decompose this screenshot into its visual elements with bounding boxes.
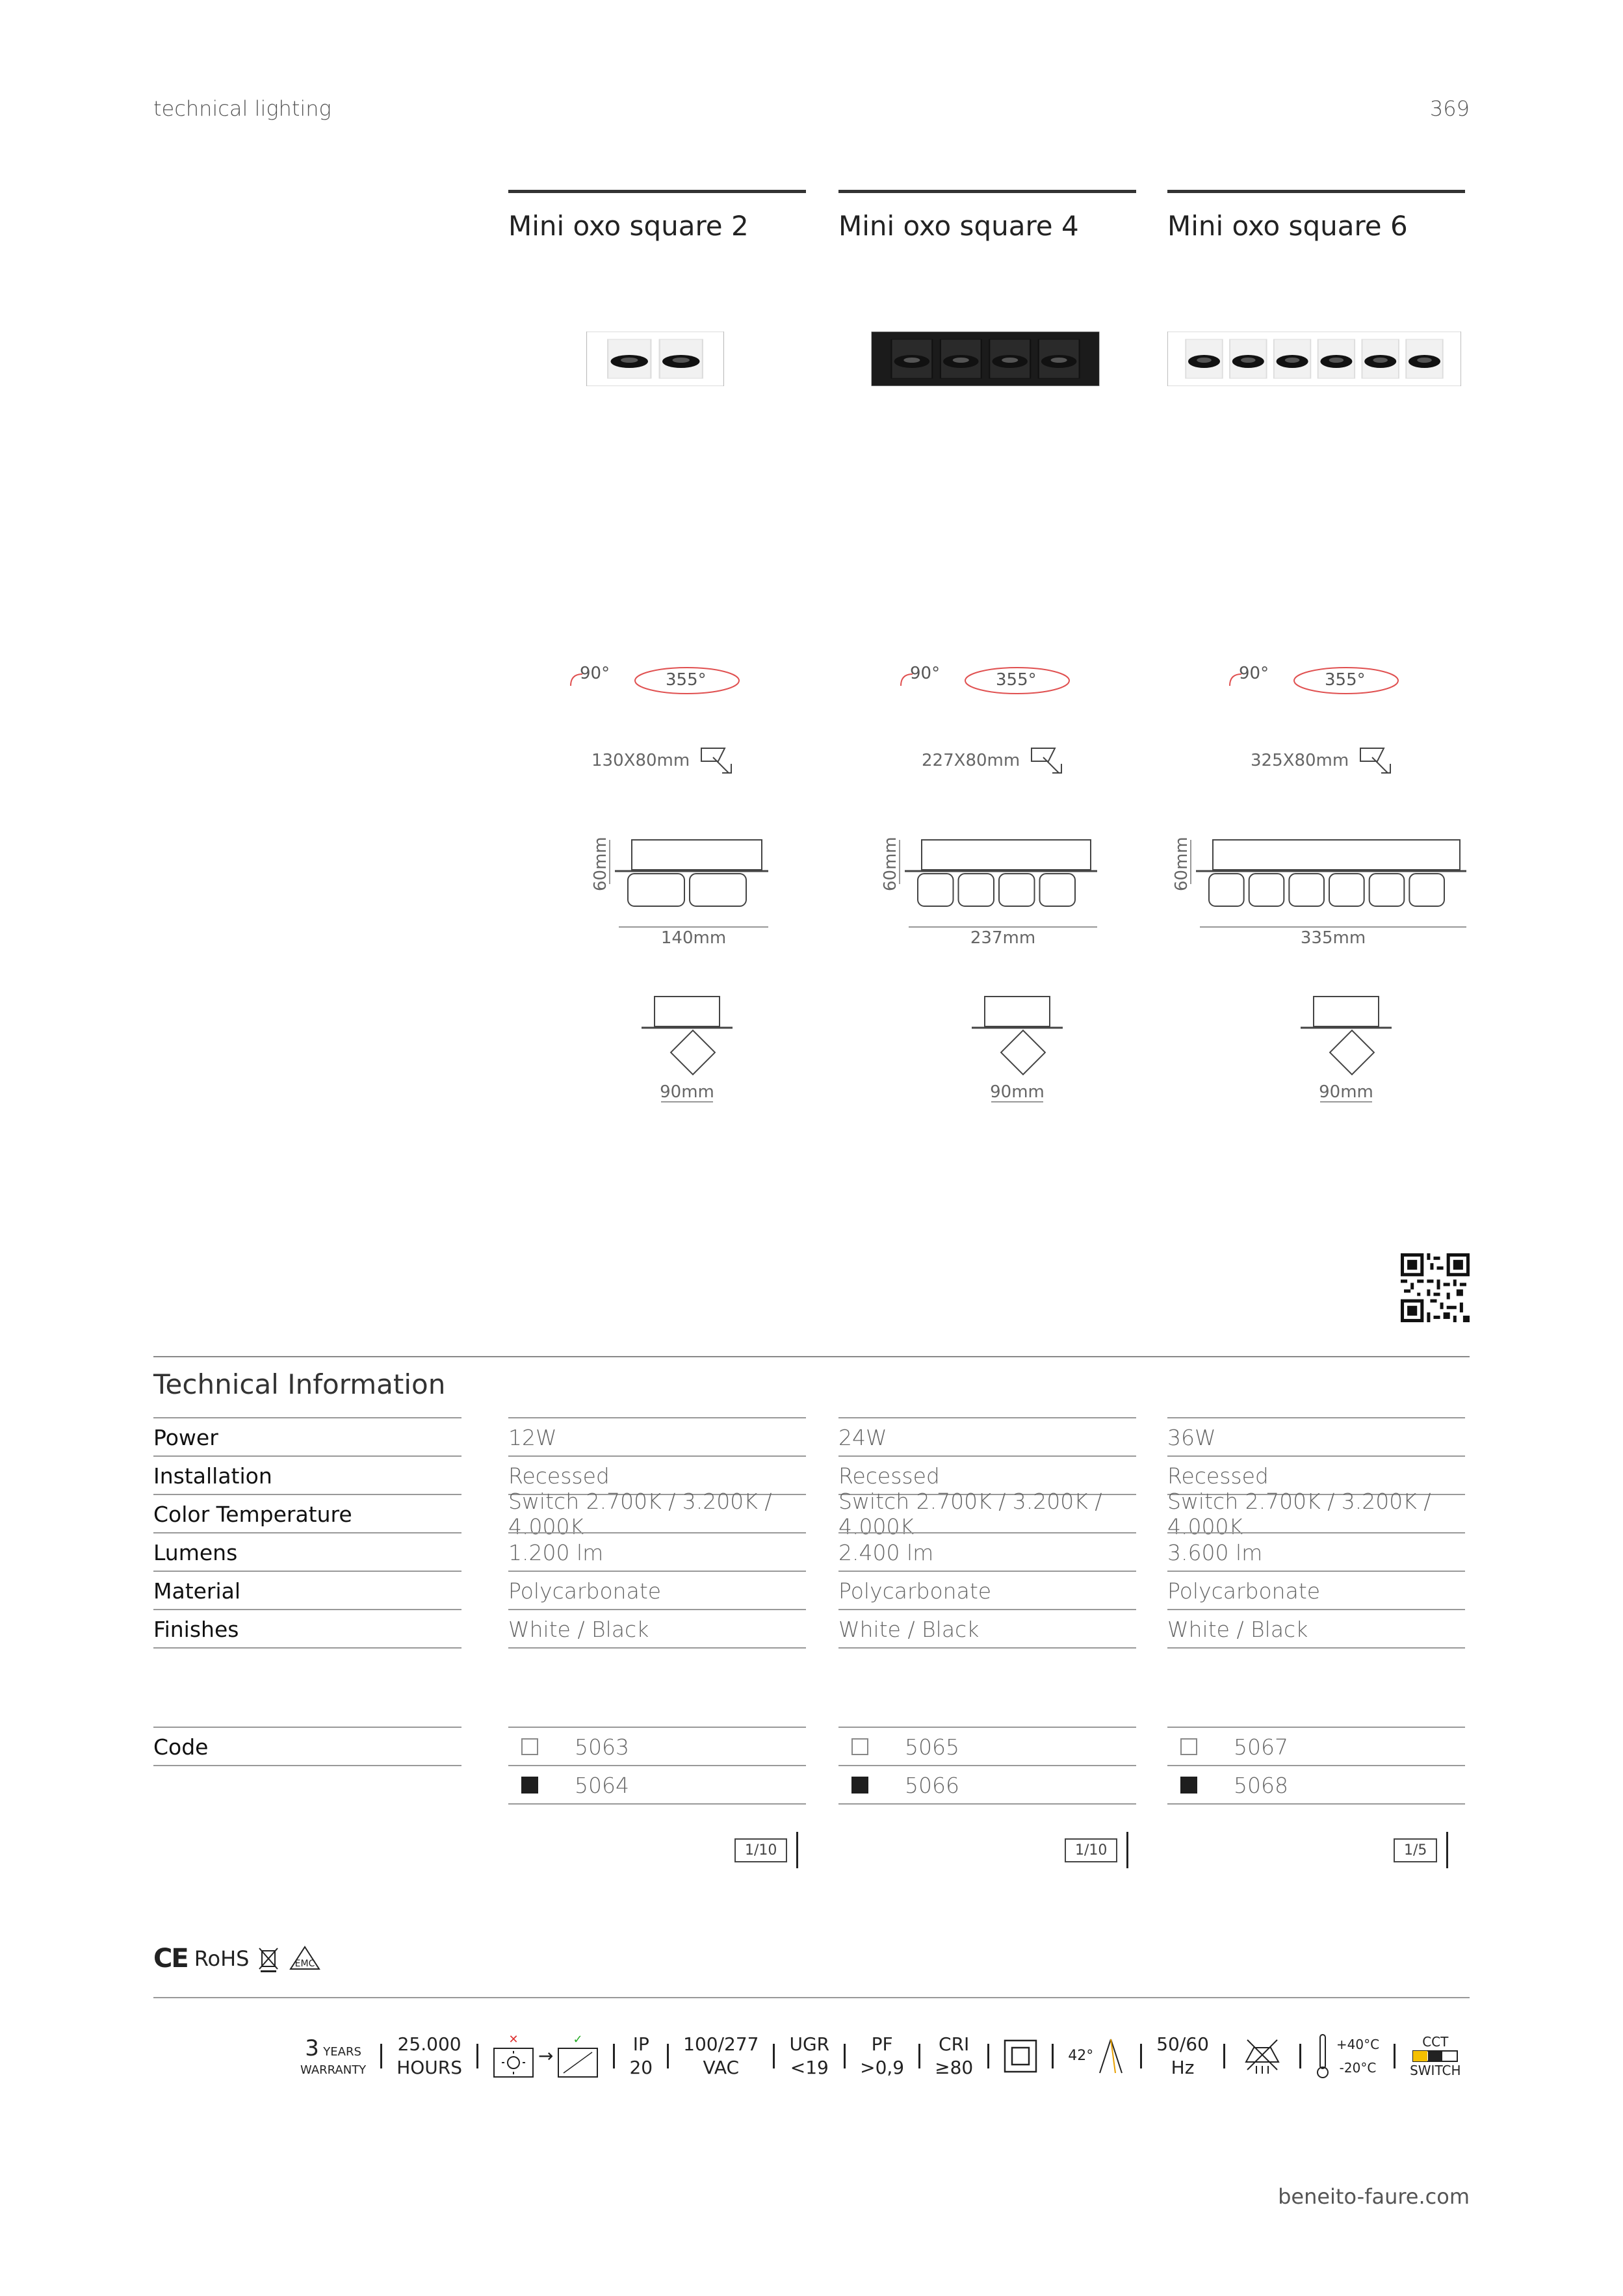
ugr [775,2033,844,2080]
pack-quantity: 1/10 [1065,1838,1117,1862]
spec-bottom-rule [1167,1647,1465,1649]
code-black: 5068 [1234,1772,1288,1798]
depth-dimension: 90mm [660,1082,714,1102]
spec-label-code: Code [153,1727,461,1766]
pack-divider [1126,1832,1128,1868]
pack-quantity: 1/10 [734,1838,787,1862]
pf-label: PF [871,2033,893,2055]
rotation-info [897,660,1092,699]
product-name: Mini oxo square 6 [1167,210,1408,242]
spec-value-installation: Recessed [838,1455,1136,1494]
cutout-info [1251,741,1459,780]
packaging [1065,1832,1128,1868]
power-factor [846,2033,918,2080]
cutout-size: 227X80mm [922,751,1020,770]
hours-number: 25.000 [397,2033,461,2055]
spec-value-finishes: White / Black [508,1609,806,1648]
tilt-angle: 90° [1239,664,1269,683]
spec-value-color-temperature: Switch 2.700K / 3.200K / 4.000K [508,1494,806,1533]
cutout-icon [699,744,735,777]
features-bar [286,2020,1475,2092]
freq-value: 50/60 [1156,2033,1209,2055]
tilt-angle: 90° [910,664,941,683]
code-row-black [838,1765,1136,1804]
white-finish-swatch [851,1738,868,1755]
dimension-drawing [586,832,775,962]
packaging [734,1832,798,1868]
product-column [838,190,1136,242]
temperature-range [1301,2033,1394,2080]
website: beneito-faure.com [1278,2184,1470,2209]
cri-value: ≥80 [935,2057,974,2078]
ip-rating [615,2033,667,2080]
pack-divider [796,1832,798,1868]
svg-text:✓: ✓ [573,2034,584,2046]
warranty-number: 3 [305,2035,319,2062]
spec-value-finishes: White / Black [1167,1609,1465,1648]
product-column [1167,190,1465,242]
spec-value-lumens: 3.600 lm [1167,1532,1465,1571]
spec-value-power: 24W [838,1417,1136,1456]
code-white: 5067 [1234,1734,1288,1760]
spec-bottom-rule [153,1765,461,1766]
beam-angle-icon [1096,2037,1126,2076]
temp-max: +40°C [1336,2037,1380,2052]
page-number: 369 [1429,96,1470,121]
section-title: technical lighting [153,96,331,121]
black-finish-swatch [1180,1777,1197,1794]
code-row-black [1167,1765,1465,1804]
white-finish-swatch [1180,1738,1197,1755]
code-white: 5063 [575,1734,629,1760]
code-white: 5065 [905,1734,959,1760]
spec-bottom-rule [508,1647,806,1649]
product-image [586,332,724,386]
beam-angle [1054,2037,1140,2076]
thermometer-icon [1316,2033,1330,2079]
height-dimension: 60mm [591,837,610,891]
spec-bottom-rule [508,1803,806,1805]
ip-label: IP [632,2033,649,2055]
switch-label: SWITCH [1410,2063,1461,2078]
cri-label: CRI [939,2033,970,2055]
packaging [1394,1832,1448,1868]
spec-value-power: 36W [1167,1417,1465,1456]
lifetime [382,2033,476,2080]
length-dimension: 140mm [660,928,727,948]
column-top-rule [508,190,806,193]
led-icon [557,2034,599,2078]
spec-value-lumens: 1.200 lm [508,1532,806,1571]
no-insulation-cover-icon [1240,2036,1285,2076]
cri [920,2033,987,2080]
cutout-icon [1029,744,1065,777]
bulb-replacement [478,2034,613,2078]
ugr-label: UGR [789,2033,830,2055]
warranty [286,2034,380,2078]
spec-bottom-rule [838,1647,1136,1649]
technical-divider [153,1356,1470,1357]
depth-dimension: 90mm [1319,1082,1373,1102]
frequency [1142,2033,1223,2080]
black-finish-swatch [851,1777,868,1794]
voltage-value: 100/277 [683,2033,759,2055]
black-finish-swatch [521,1777,538,1794]
insulation-cover [1225,2036,1299,2076]
hours-label: HOURS [396,2057,463,2078]
product-name: Mini oxo square 2 [508,210,749,242]
ce-mark: CE [153,1944,188,1974]
tilt-angle: 90° [580,664,610,683]
white-finish-swatch [521,1738,538,1755]
spec-value-finishes: White / Black [838,1609,1136,1648]
height-dimension: 60mm [1172,837,1191,891]
cct-label: CCT [1422,2034,1449,2050]
class-ii [989,2039,1052,2073]
spec-value-material: Polycarbonate [1167,1571,1465,1610]
warranty-years: YEARS [323,2045,361,2059]
certifications [153,1944,322,1974]
freq-unit: Hz [1171,2057,1195,2078]
spec-label-material: Material [153,1571,461,1610]
spec-value-material: Polycarbonate [508,1571,806,1610]
rohs-mark: RoHS [194,1946,250,1971]
product-column [508,190,806,242]
product-image [871,332,1100,386]
pf-value: >0,9 [860,2057,905,2078]
voltage [669,2033,773,2080]
technical-title: Technical Information [153,1368,446,1400]
switch-icon [1412,2050,1458,2062]
code-row-black [508,1765,806,1804]
cutout-size: 130X80mm [591,751,690,770]
pack-quantity: 1/5 [1394,1838,1437,1862]
spec-bottom-rule [838,1803,1136,1805]
spec-value-color-temperature: Switch 2.700K / 3.200K / 4.000K [1167,1494,1465,1533]
code-row-white [1167,1727,1465,1766]
code-row-white [508,1727,806,1766]
spec-value-lumens: 2.400 lm [838,1532,1136,1571]
spec-label-finishes: Finishes [153,1609,461,1648]
tilt-drawing [959,991,1076,1121]
pack-divider [1446,1832,1448,1868]
side-view-drawing [1167,832,1473,936]
rotation-angle: 355° [666,670,707,690]
height-dimension: 60mm [881,837,900,891]
rotation-info [1226,660,1421,699]
emc-icon [288,1944,322,1973]
cutout-info [591,741,799,780]
cutout-size: 325X80mm [1251,751,1349,770]
dimension-drawing [876,832,1104,962]
length-dimension: 237mm [970,928,1036,948]
double-insulation-icon [1004,2039,1037,2073]
product-name: Mini oxo square 4 [838,210,1079,242]
dimension-drawing [1167,832,1473,962]
code-row-white [838,1727,1136,1766]
voltage-unit: VAC [703,2057,740,2078]
spec-value-power: 12W [508,1417,806,1456]
beam-angle-value: 42° [1068,2047,1094,2064]
spec-label-power: Power [153,1417,461,1456]
tilt-drawing [1288,991,1405,1121]
depth-dimension: 90mm [990,1082,1045,1102]
code-black: 5066 [905,1772,959,1798]
spec-value-material: Polycarbonate [838,1571,1136,1610]
column-top-rule [1167,190,1465,193]
warranty-label: WARRANTY [300,2063,367,2078]
column-top-rule [838,190,1136,193]
qr-code [1401,1253,1470,1322]
weee-icon [255,1944,281,1973]
tilt-drawing [629,991,746,1121]
spec-label-color-temperature: Color Temperature [153,1494,461,1533]
cct-switch [1396,2033,1475,2079]
spec-label-installation: Installation [153,1455,461,1494]
side-view-drawing [586,832,775,936]
svg-text:✕: ✕ [508,2034,519,2046]
footer-divider [153,1997,1470,1998]
code-black: 5064 [575,1772,629,1798]
temp-min: -20°C [1339,2060,1377,2076]
spec-label-lumens: Lumens [153,1532,461,1571]
spec-value-installation: Recessed [1167,1455,1465,1494]
arrow-right-icon: → [538,2044,554,2067]
ip-value: 20 [629,2057,653,2078]
halogen-replaced-icon [493,2034,534,2078]
side-view-drawing [876,832,1104,936]
spec-value-color-temperature: Switch 2.700K / 3.200K / 4.000K [838,1494,1136,1533]
product-image [1167,332,1461,386]
ugr-value: <19 [790,2057,829,2078]
spec-value-installation: Recessed [508,1455,806,1494]
spec-bottom-rule [153,1647,461,1649]
cutout-info [922,741,1130,780]
length-dimension: 335mm [1300,928,1366,948]
rotation-angle: 355° [1325,670,1366,690]
cutout-icon [1358,744,1394,777]
rotation-angle: 355° [996,670,1037,690]
rotation-info [567,660,762,699]
spec-bottom-rule [1167,1803,1465,1805]
svg-text:EMC: EMC [295,1959,315,1969]
